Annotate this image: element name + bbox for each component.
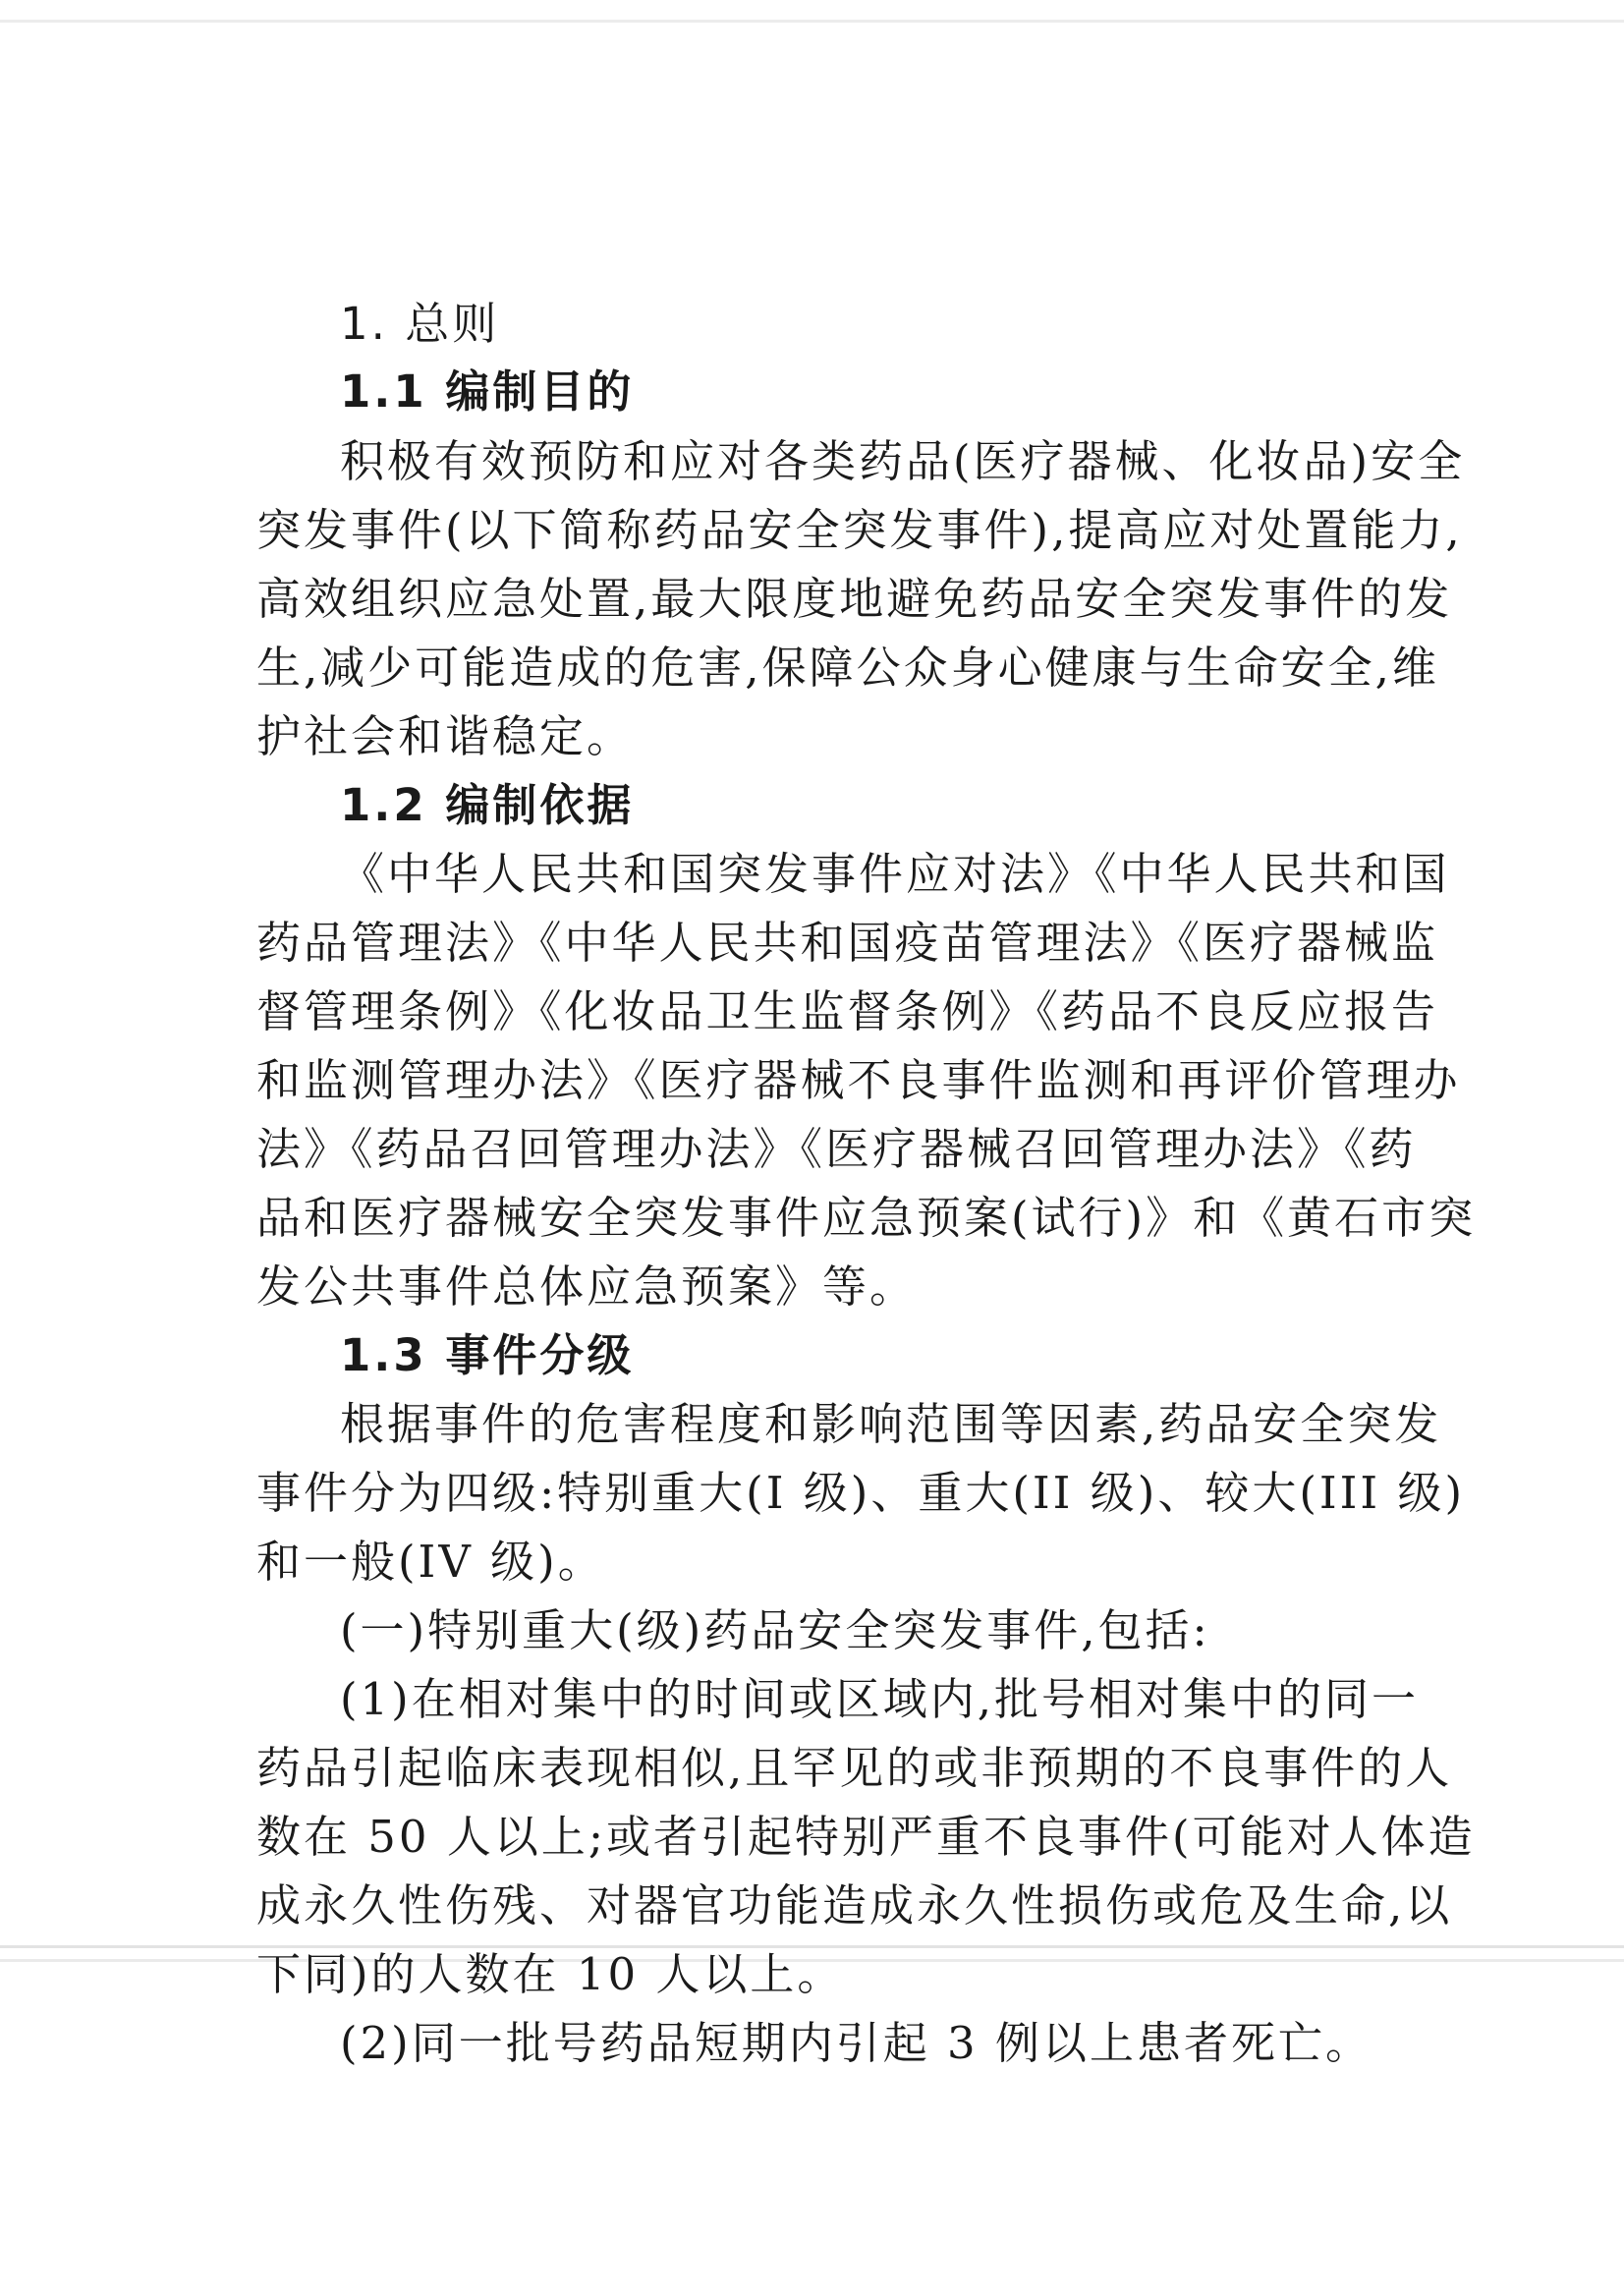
paragraph-line: 生,减少可能造成的危害,保障公众身心健康与生命安全,维 [256, 642, 1439, 694]
paragraph-line: 成永久性伤残、对器官功能造成永久性损伤或危及生命,以 [256, 1879, 1453, 1931]
paragraph-line: 和监测管理办法》《医疗器械不良事件监测和再评价管理办 [256, 1054, 1461, 1106]
paragraph-line: 护社会和谐稳定。 [256, 710, 635, 762]
paragraph-line: (一)特别重大(级)药品安全突发事件,包括: [340, 1604, 1210, 1656]
heading-purpose: 1.1 编制目的 [340, 365, 635, 418]
paragraph-line: (1)在相对集中的时间或区域内,批号相对集中的同一 [340, 1673, 1420, 1725]
paragraph-line: 数在 50 人以上;或者引起特别严重不良事件(可能对人体造 [256, 1811, 1476, 1863]
paragraph-line: 品和医疗器械安全突发事件应急预案(试行)》和《黄石市突 [256, 1192, 1477, 1244]
paragraph-line: 积极有效预防和应对各类药品(医疗器械、化妆品)安全 [340, 435, 1466, 487]
paragraph-line: 事件分为四级:特别重大(I 级)、重大(II 级)、较大(III 级) [256, 1467, 1466, 1519]
paragraph-line: 《中华人民共和国突发事件应对法》《中华人民共和国 [340, 848, 1450, 900]
scan-artifact-top [0, 20, 1624, 23]
paragraph-line: 督管理条例》《化妆品卫生监督条例》《药品不良反应报告 [256, 985, 1439, 1037]
paragraph-line: 和一般(IV 级)。 [256, 1536, 605, 1588]
paragraph-line: 根据事件的危害程度和影响范围等因素,药品安全突发 [340, 1398, 1442, 1450]
paragraph-line: 下同)的人数在 10 人以上。 [256, 1948, 845, 2000]
paragraph-line: 突发事件(以下简称药品安全突发事件),提高应对处置能力, [256, 504, 1463, 556]
heading-basis: 1.2 编制依据 [340, 779, 635, 831]
paragraph-line: 高效组织应急处置,最大限度地避免药品安全突发事件的发 [256, 573, 1453, 625]
paragraph-line: 药品管理法》《中华人民共和国疫苗管理法》《医疗器械监 [256, 917, 1439, 969]
paragraph-line: 药品引起临床表现相似,且罕见的或非预期的不良事件的人 [256, 1742, 1453, 1794]
heading-event-classification: 1.3 事件分级 [340, 1329, 635, 1381]
paragraph-line: 发公共事件总体应急预案》等。 [256, 1260, 918, 1313]
paragraph-line: 法》《药品召回管理办法》《医疗器械召回管理办法》《药 [256, 1123, 1417, 1175]
paragraph-line: (2)同一批号药品短期内引起 3 例以上患者死亡。 [340, 2017, 1372, 2069]
heading-general-principles: 1. 总则 [340, 298, 500, 350]
